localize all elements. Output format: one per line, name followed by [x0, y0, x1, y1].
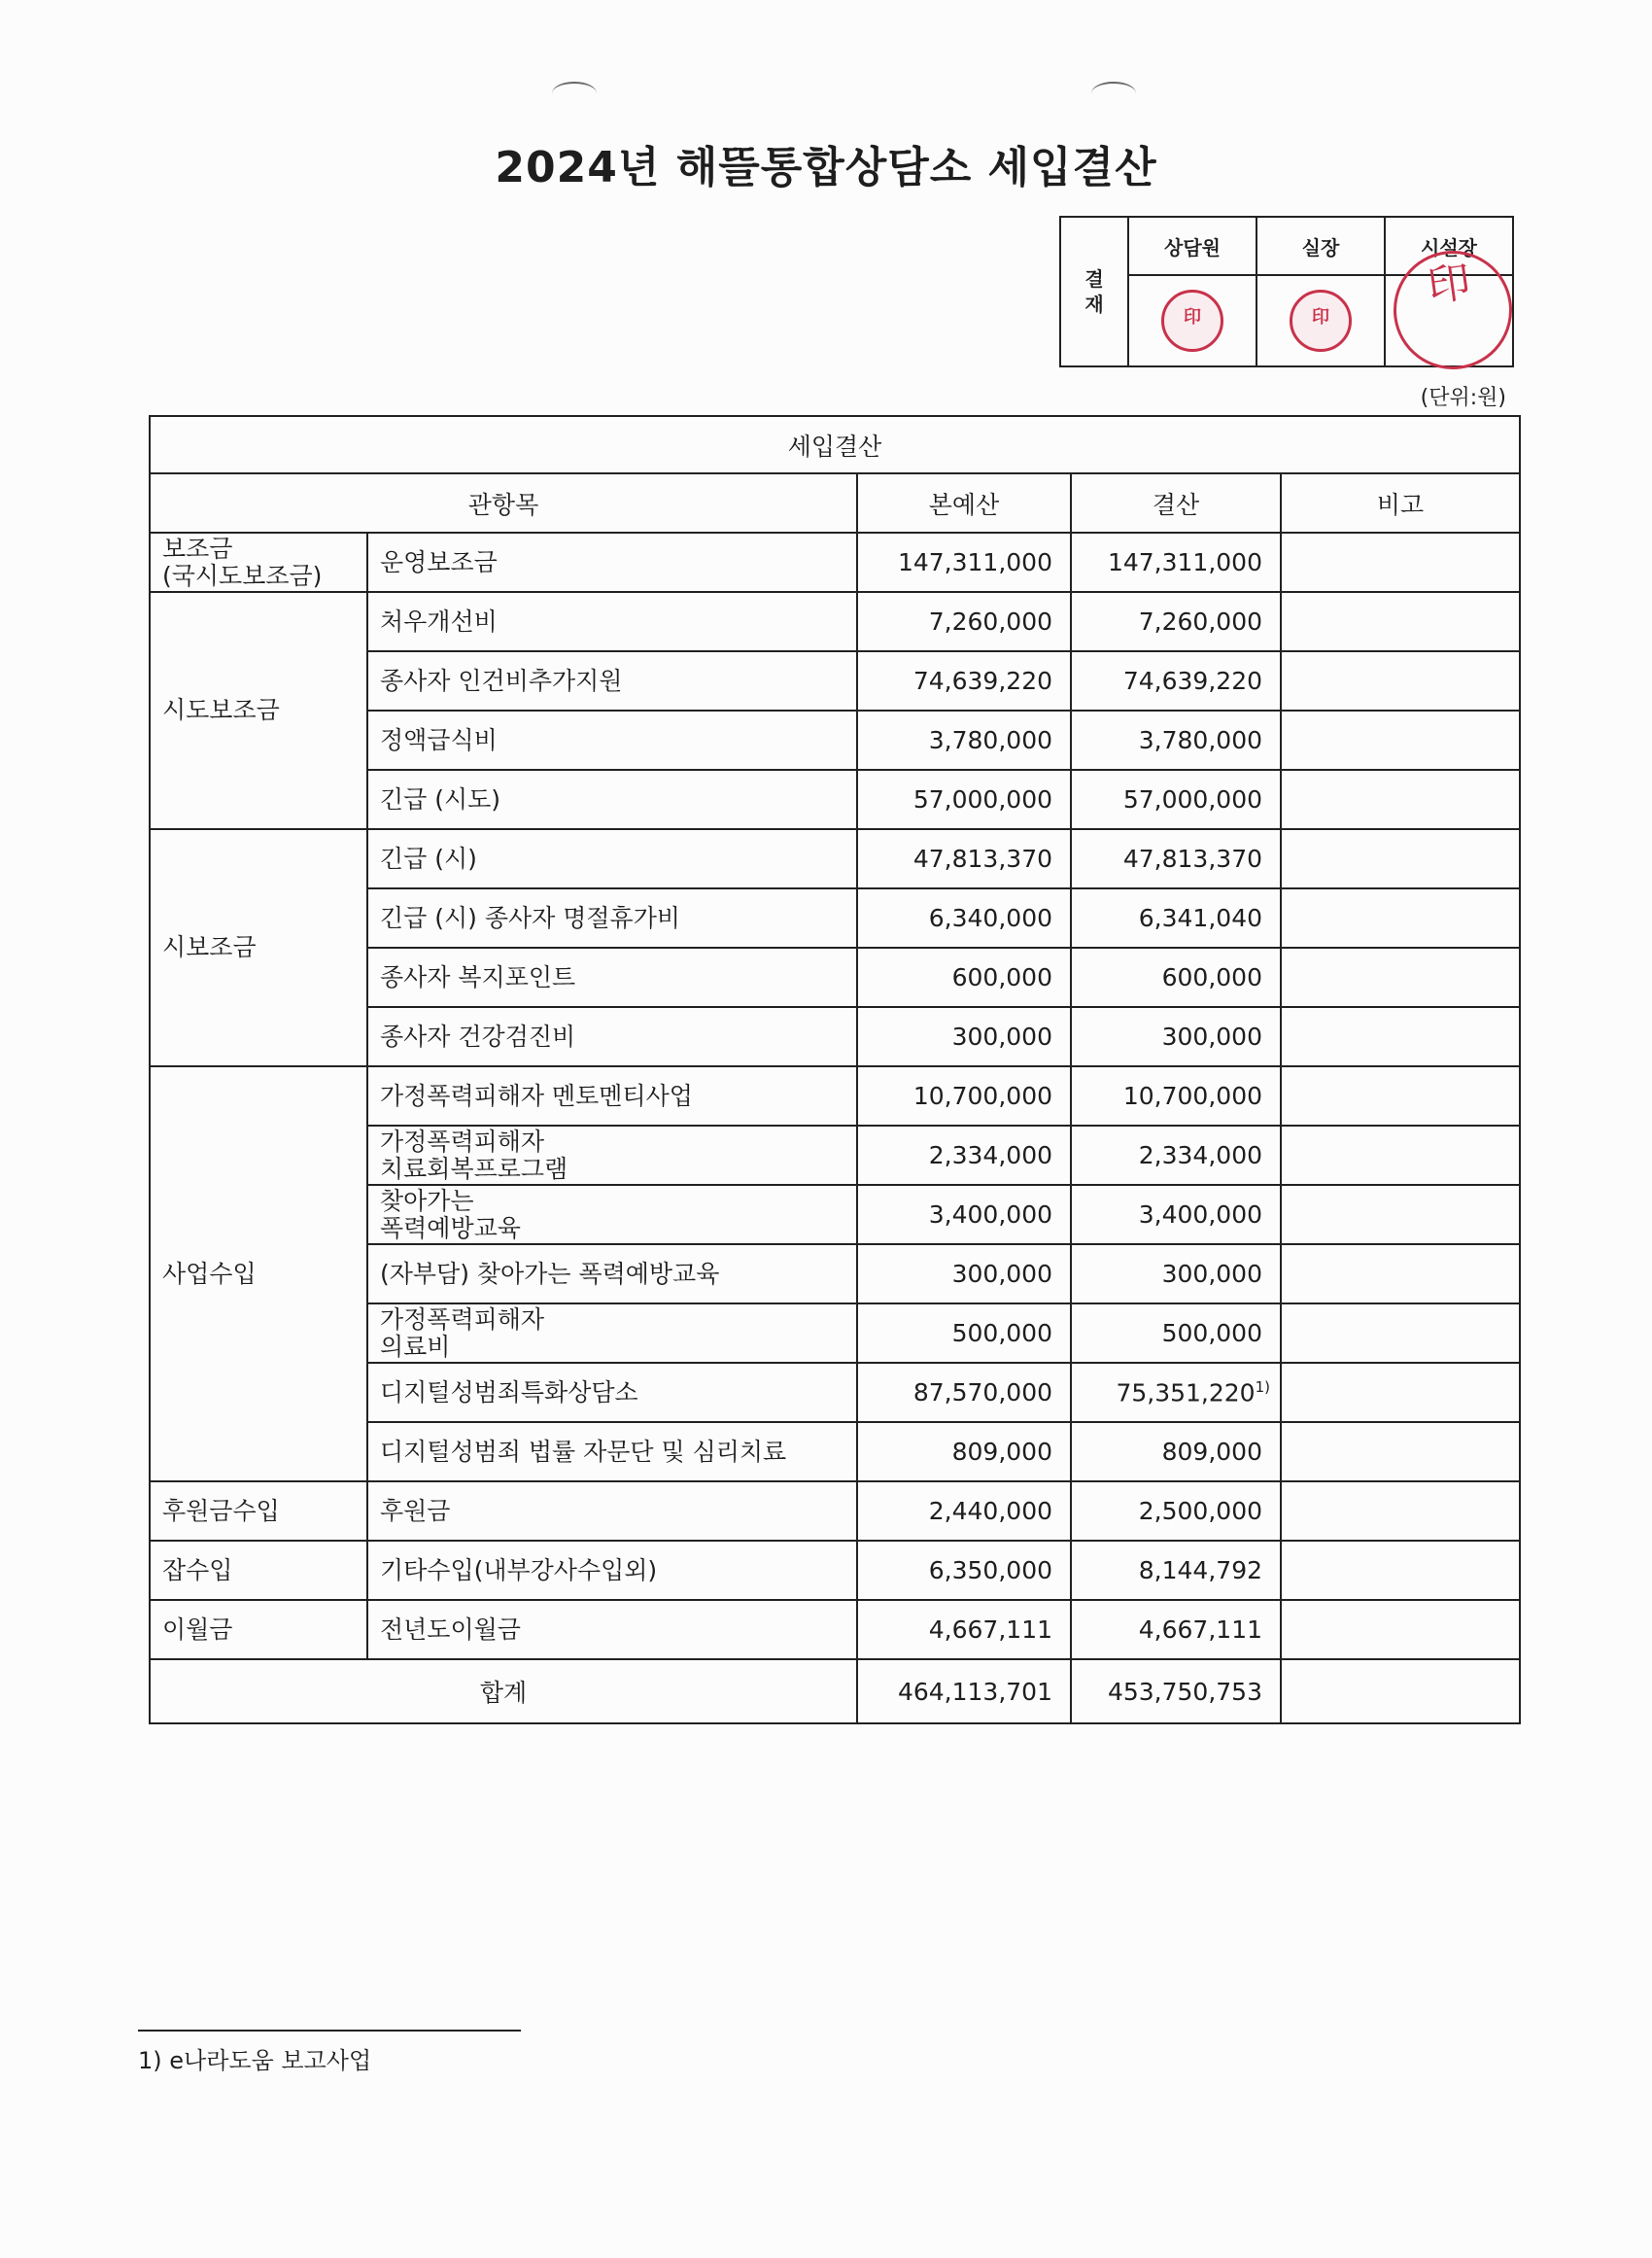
note-cell: [1281, 888, 1520, 948]
header-settlement: 결산: [1071, 473, 1281, 533]
total-settlement: 453,750,753: [1071, 1659, 1281, 1723]
category-cell: [150, 1600, 367, 1659]
approval-label: [1060, 217, 1128, 366]
item-cell: [367, 1481, 857, 1541]
footnote-divider: [138, 2030, 521, 2032]
budget-cell: 600,000: [857, 948, 1071, 1007]
table-row: [150, 1600, 1520, 1659]
table-row: [150, 1481, 1520, 1541]
document-title: 2024년 해뜰통합상담소 세입결산: [495, 143, 1157, 192]
item-label: 기타수입(내부강사수입외): [380, 1555, 658, 1584]
budget-cell: 147,311,000: [857, 533, 1071, 592]
header-note: 비고: [1281, 473, 1520, 533]
category-label: 후원금수입: [162, 1496, 280, 1525]
footnote: 1) e나라도움 보고사업: [138, 2047, 372, 2074]
category-cell: [150, 1481, 367, 1541]
item-cell: [367, 1541, 857, 1600]
table-caption: 세입결산: [150, 416, 1520, 473]
table-row: [150, 592, 1520, 651]
settlement-value: 3,400,000: [1138, 1200, 1262, 1229]
settlement-value: 147,311,000: [1107, 548, 1262, 576]
budget-cell: 500,000: [857, 1303, 1071, 1363]
budget-cell: 74,639,220: [857, 651, 1071, 711]
seal-stamp-icon: 印: [1290, 290, 1352, 352]
header-item: 관항목: [150, 473, 857, 533]
settlement-cell: [1071, 651, 1281, 711]
budget-cell: 6,340,000: [857, 888, 1071, 948]
item-cell: [367, 1185, 857, 1244]
budget-cell: 6,350,000: [857, 1541, 1071, 1600]
category-cell: [150, 1541, 367, 1600]
total-note: [1281, 1659, 1520, 1723]
item-label: 종사자 인건비추가지원: [380, 666, 623, 695]
category-cell: [150, 592, 367, 829]
settlement-cell: [1071, 1541, 1281, 1600]
total-row: [150, 1659, 1520, 1723]
item-label: 긴급 (시): [380, 844, 477, 873]
settlement-value: 7,260,000: [1138, 608, 1262, 636]
category-cell: [150, 1066, 367, 1481]
settlement-value: 10,700,000: [1122, 1082, 1262, 1110]
table-row: [150, 1541, 1520, 1600]
item-label: 후원금: [380, 1496, 451, 1525]
budget-cell: 57,000,000: [857, 770, 1071, 829]
budget-cell: 10,700,000: [857, 1066, 1071, 1126]
item-label: 정액급식비: [380, 725, 498, 754]
note-cell: [1281, 829, 1520, 888]
settlement-cell: [1071, 770, 1281, 829]
budget-cell: 809,000: [857, 1422, 1071, 1481]
item-label: 가정폭력피해자 치료회복프로그램: [380, 1127, 568, 1183]
settlement-value: 75,351,220: [1116, 1378, 1256, 1407]
note-cell: [1281, 1541, 1520, 1600]
item-label: (자부담) 찾아가는 폭력예방교육: [380, 1259, 720, 1288]
item-cell: [367, 533, 857, 592]
settlement-value: 2,334,000: [1138, 1141, 1262, 1169]
signature-manager: [1256, 275, 1385, 366]
category-label: 이월금: [162, 1615, 233, 1644]
item-cell: [367, 1007, 857, 1066]
item-label: 가정폭력피해자 멘토멘티사업: [380, 1081, 693, 1110]
settlement-value: 600,000: [1161, 963, 1262, 991]
settlement-cell: [1071, 1600, 1281, 1659]
item-label: 전년도이월금: [380, 1615, 521, 1644]
seal-stamp-icon: 印: [1386, 243, 1520, 377]
item-cell: [367, 948, 857, 1007]
budget-cell: 3,400,000: [857, 1185, 1071, 1244]
category-label: 보조금 (국시도보조금): [162, 534, 323, 590]
budget-cell: 2,440,000: [857, 1481, 1071, 1541]
item-label: 운영보조금: [380, 547, 498, 576]
note-cell: [1281, 770, 1520, 829]
signature-director: [1385, 257, 1513, 366]
item-cell: [367, 829, 857, 888]
settlement-cell: [1071, 1244, 1281, 1303]
item-cell: [367, 1303, 857, 1363]
seal-stamp-icon: 印: [1161, 290, 1223, 352]
item-label: 디지털성범죄특화상담소: [380, 1377, 638, 1407]
budget-cell: 7,260,000: [857, 592, 1071, 651]
table-row: [150, 829, 1520, 888]
note-cell: [1281, 533, 1520, 592]
item-label: 종사자 복지포인트: [380, 962, 576, 991]
punch-hole-right: [1091, 82, 1136, 105]
settlement-cell: [1071, 829, 1281, 888]
table-row: [150, 533, 1520, 592]
settlement-cell: [1071, 1363, 1281, 1422]
footnote-marker: 1): [1255, 1377, 1270, 1396]
note-cell: [1281, 1185, 1520, 1244]
budget-cell: 3,780,000: [857, 711, 1071, 770]
settlement-cell: [1071, 711, 1281, 770]
item-cell: [367, 888, 857, 948]
header-budget: 본예산: [857, 473, 1071, 533]
item-cell: [367, 1363, 857, 1422]
category-label: 잡수입: [162, 1555, 233, 1584]
settlement-cell: [1071, 1126, 1281, 1185]
settlement-cell: [1071, 1066, 1281, 1126]
total-budget: 464,113,701: [857, 1659, 1071, 1723]
note-cell: [1281, 1066, 1520, 1126]
settlement-cell: [1071, 1422, 1281, 1481]
budget-cell: 47,813,370: [857, 829, 1071, 888]
note-cell: [1281, 651, 1520, 711]
settlement-value: 3,780,000: [1138, 726, 1262, 754]
settlement-cell: [1071, 533, 1281, 592]
settlement-value: 8,144,792: [1138, 1556, 1262, 1584]
item-label: 디지털성범죄 법률 자문단 및 심리치료: [380, 1437, 787, 1466]
note-cell: [1281, 1481, 1520, 1541]
category-label: 시보조금: [162, 933, 257, 961]
item-cell: [367, 1066, 857, 1126]
settlement-value: 809,000: [1161, 1438, 1262, 1466]
note-cell: [1281, 592, 1520, 651]
note-cell: [1281, 948, 1520, 1007]
item-label: 긴급 (시도): [380, 784, 501, 814]
item-label: 종사자 건강검진비: [380, 1022, 576, 1051]
settlement-cell: [1071, 1007, 1281, 1066]
item-cell: [367, 770, 857, 829]
item-cell: [367, 1244, 857, 1303]
category-cell: [150, 829, 367, 1066]
table-row: [150, 1066, 1520, 1126]
item-cell: [367, 711, 857, 770]
total-label: 합계: [150, 1659, 857, 1723]
budget-cell: 300,000: [857, 1007, 1071, 1066]
settlement-value: 500,000: [1161, 1319, 1262, 1347]
settlement-value: 300,000: [1161, 1023, 1262, 1051]
budget-cell: 2,334,000: [857, 1126, 1071, 1185]
approval-header-manager: 실장: [1256, 217, 1385, 275]
settlement-cell: [1071, 948, 1281, 1007]
item-cell: [367, 1422, 857, 1481]
punch-hole-left: [552, 82, 597, 105]
note-cell: [1281, 1126, 1520, 1185]
settlement-value: 6,341,040: [1138, 904, 1262, 932]
revenue-table: [149, 415, 1521, 1724]
item-cell: [367, 1600, 857, 1659]
settlement-value: 57,000,000: [1122, 785, 1262, 814]
item-cell: [367, 1126, 857, 1185]
item-label: 찾아가는 폭력예방교육: [380, 1186, 521, 1242]
category-label: 사업수입: [162, 1259, 257, 1288]
settlement-cell: [1071, 1185, 1281, 1244]
note-cell: [1281, 1363, 1520, 1422]
note-cell: [1281, 1007, 1520, 1066]
budget-cell: 300,000: [857, 1244, 1071, 1303]
note-cell: [1281, 711, 1520, 770]
settlement-value: 74,639,220: [1122, 667, 1262, 695]
settlement-value: 4,667,111: [1138, 1615, 1262, 1644]
approval-header-director: 시설장: [1385, 217, 1513, 275]
settlement-cell: [1071, 1303, 1281, 1363]
category-label: 시도보조금: [162, 696, 280, 724]
item-label: 긴급 (시) 종사자 명절휴가비: [380, 903, 680, 932]
item-label: 가정폭력피해자 의료비: [380, 1304, 545, 1361]
category-cell: [150, 533, 367, 592]
settlement-value: 300,000: [1161, 1260, 1262, 1288]
approval-label-text: 결재: [1084, 267, 1104, 316]
note-cell: [1281, 1600, 1520, 1659]
budget-cell: 4,667,111: [857, 1600, 1071, 1659]
item-cell: [367, 651, 857, 711]
settlement-cell: [1071, 1481, 1281, 1541]
note-cell: [1281, 1303, 1520, 1363]
unit-label: (단위:원): [1420, 386, 1506, 410]
signature-counselor: [1128, 275, 1256, 366]
settlement-cell: [1071, 888, 1281, 948]
note-cell: [1281, 1422, 1520, 1481]
settlement-value: 2,500,000: [1138, 1497, 1262, 1525]
note-cell: [1281, 1244, 1520, 1303]
item-label: 처우개선비: [380, 607, 498, 636]
settlement-cell: [1071, 592, 1281, 651]
settlement-value: 47,813,370: [1122, 845, 1262, 873]
approval-box: [1059, 216, 1514, 367]
item-cell: [367, 592, 857, 651]
approval-header-counselor: 상담원: [1128, 217, 1256, 275]
budget-cell: 87,570,000: [857, 1363, 1071, 1422]
